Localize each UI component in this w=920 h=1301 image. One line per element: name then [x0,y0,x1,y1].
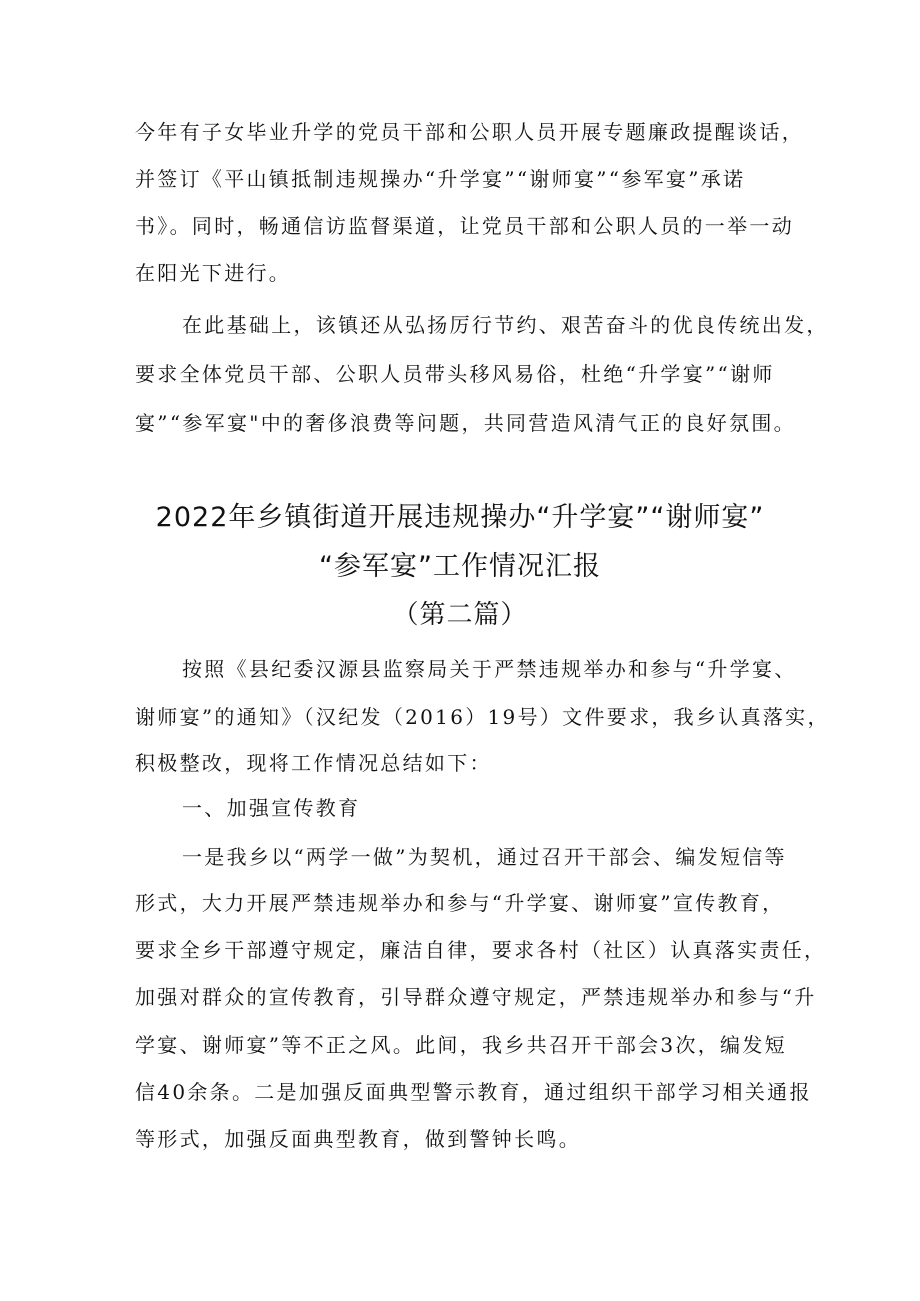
document-title: “参军宴”工作情况汇报 [319,551,601,582]
paragraph-line: 并签订《平山镇抵制违规操办“升学宴”“谢师宴”“参军宴”承诺 [135,167,746,191]
paragraph-line: 谢师宴”的通知》（汉纪发（2016）19号）文件要求，我乡认真落实， [135,705,830,729]
paragraph-line: 等形式，加强反面典型教育，做到警钟长鸣。 [135,1127,581,1151]
section-heading: 一、加强宣传教育 [182,796,361,820]
paragraph-line: 今年有子女毕业升学的党员干部和公职人员开展专题廉政提醒谈话， [135,120,804,144]
paragraph-line: 宴”“参军宴"中的奢侈浪费等问题，共同营造风清气正的良好氛围。 [135,411,796,435]
document-title: 2022年乡镇街道开展违规操办“升学宴”“谢师宴” [155,502,765,533]
paragraph-line: 书》。同时，畅通信访监督渠道，让党员干部和公职人员的一举一动 [135,214,794,238]
paragraph-line: 一是我乡以“两学一做”为契机，通过召开干部会、编发短信等 [182,845,787,869]
paragraph-line: 积极整改，现将工作情况总结如下： [135,751,492,775]
paragraph-line: 信40余条。二是加强反面典型警示教育，通过组织干部学习相关通报 [135,1080,812,1104]
document-subtitle: （第二篇） [392,600,528,630]
paragraph-line: 按照《县纪委汉源县监察局关于严禁违规举办和参与“升学宴、 [182,657,797,681]
paragraph-line: 在此基础上，该镇还从弘扬厉行节约、艰苦奋斗的优良传统出发， [182,313,829,337]
paragraph-line: 要求全体党员干部、公职人员带头移风易俗，杜绝“升学宴”“谢师 [135,362,775,386]
paragraph-line: 形式，大力开展严禁违规举办和参与“升学宴、谢师宴”宣传教育， [135,891,785,915]
paragraph-line: 学宴、谢师宴”等不正之风。此间，我乡共召开干部会3次，编发短 [135,1033,787,1057]
paragraph-line: 加强对群众的宣传教育，引导群众遵守规定，严禁违规举办和参与“升 [135,985,817,1009]
paragraph-line: 要求全乡干部遵守规定，廉洁自律，要求各村（社区）认真落实责任， [135,938,827,962]
paragraph-line: 在阳光下进行。 [135,261,292,285]
